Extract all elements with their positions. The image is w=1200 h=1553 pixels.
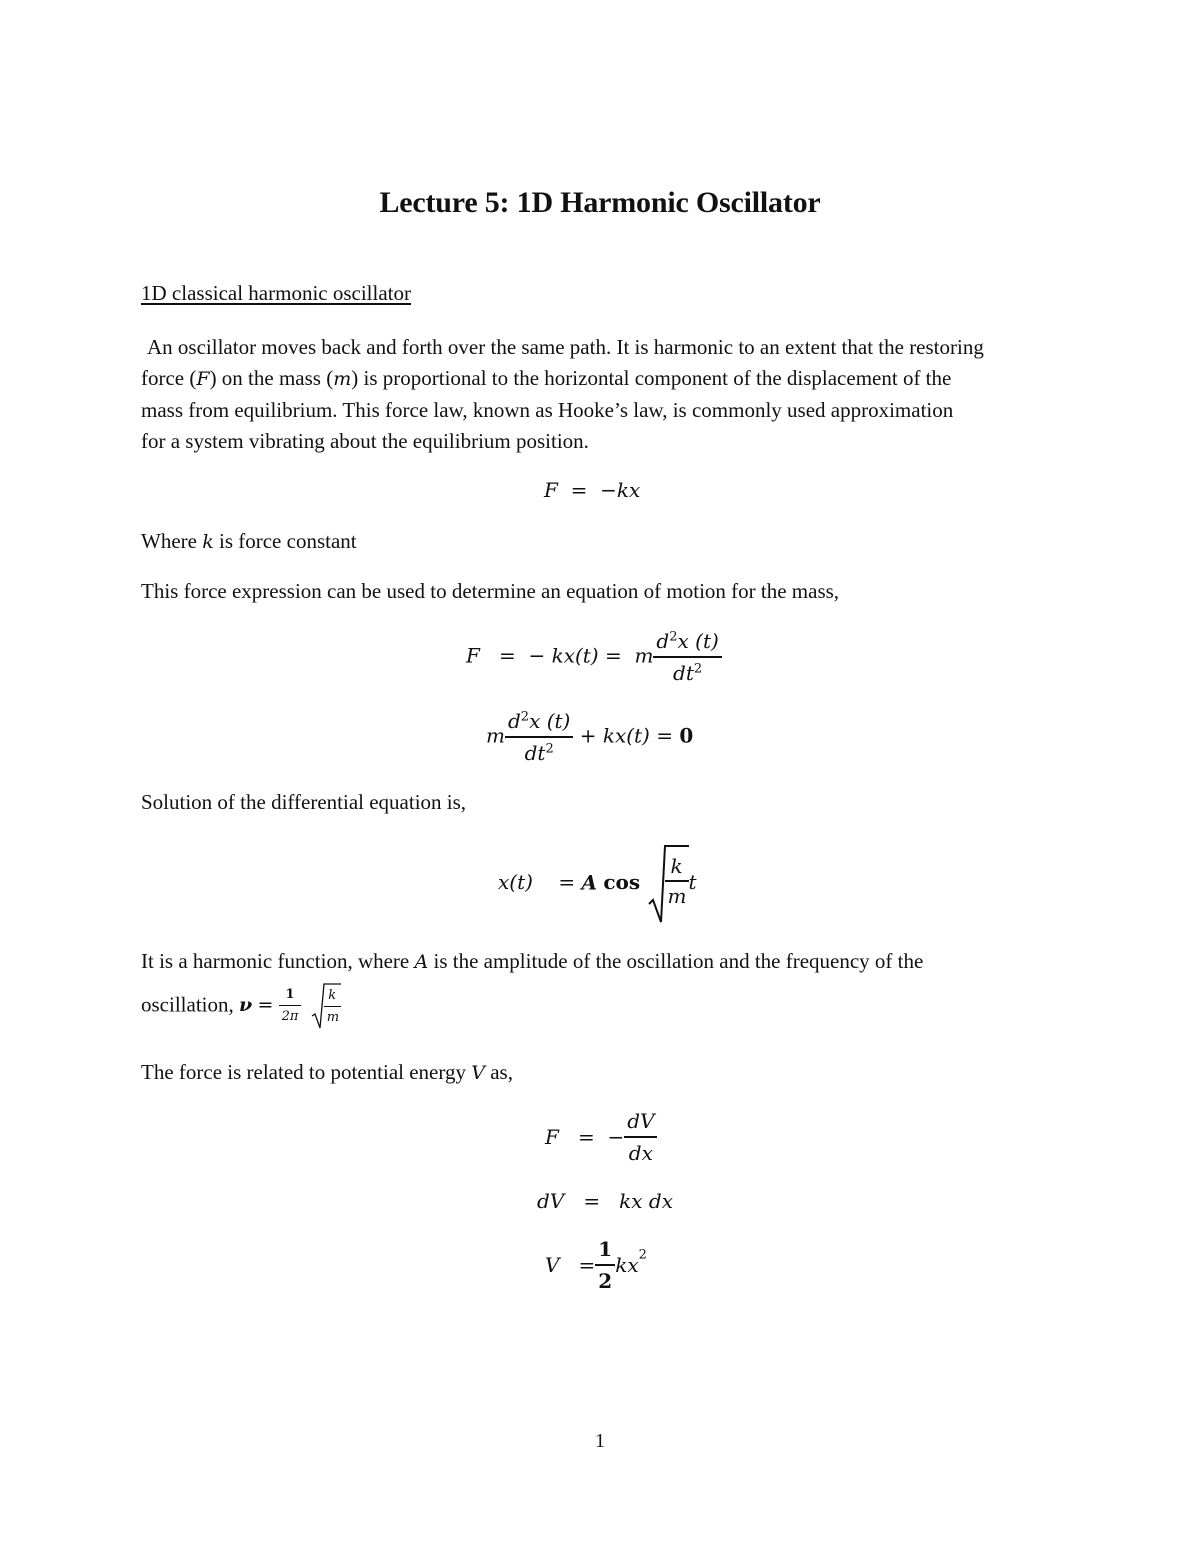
- equation-hookes-law: [544, 478, 640, 502]
- eq-equals: =: [570, 478, 588, 502]
- eq-equals: =: [558, 870, 582, 894]
- potential-text: [141, 1060, 513, 1085]
- text: Where: [141, 529, 203, 553]
- text: is force constant: [213, 529, 357, 553]
- equation-of-motion: [466, 628, 722, 686]
- eq-rhs: kx: [615, 1253, 639, 1277]
- sup: 2: [545, 741, 554, 757]
- eq-lhs: F: [544, 478, 558, 502]
- eq-rhs: kx dx: [619, 1189, 674, 1213]
- math-k: k: [202, 531, 214, 553]
- equation-dV: [537, 1189, 673, 1213]
- equation-potential: [545, 1236, 647, 1294]
- frac-num: k: [670, 854, 683, 878]
- frac-num: 1: [285, 986, 295, 1002]
- cos-function: cos: [603, 870, 641, 894]
- frac-num: d: [507, 709, 521, 733]
- one-half: [595, 1236, 615, 1294]
- eq-rest: + kx(t) =: [579, 723, 680, 748]
- intro-paragraph: [141, 332, 1059, 457]
- text: The force is related to potential energy: [141, 1060, 472, 1084]
- text: as,: [484, 1060, 513, 1084]
- eq-rhs: −kx: [600, 478, 641, 502]
- dV-over-dx: [624, 1108, 657, 1166]
- eq-equals: =: [583, 1189, 601, 1213]
- frac-den: 2π: [281, 1008, 299, 1024]
- eq-lhs: F: [466, 643, 480, 668]
- math-A: A: [414, 951, 429, 973]
- eq-zero: 0: [679, 723, 694, 748]
- frac-num: k: [328, 988, 337, 1003]
- text: It is a harmonic function, where: [141, 949, 415, 973]
- where-k-text: [141, 529, 357, 554]
- frac-den: dt: [524, 741, 546, 765]
- frequency-line: [141, 980, 341, 1036]
- frac-den: 2: [598, 1269, 613, 1293]
- intro-line-1: An oscillator moves back and forth over the same path. It is harmonic to an extent that the restoring: [147, 335, 984, 359]
- sqrt-k-over-m: [647, 840, 689, 924]
- frac-num: dV: [627, 1109, 655, 1133]
- eq-equals: =: [578, 1253, 596, 1277]
- k-over-m-fraction: [324, 987, 341, 1026]
- sqrt-k-over-m-small: [311, 980, 341, 1030]
- frac-num-rest: x (t): [677, 629, 719, 653]
- math-F: F: [196, 368, 210, 390]
- eq-equals: =: [498, 643, 516, 668]
- intro-text: force (: [141, 366, 197, 390]
- eq-mass: m: [486, 723, 505, 748]
- one-over-2pi: [279, 986, 302, 1025]
- solution-text: Solution of the differential equation is,: [141, 790, 467, 814]
- equation-force-potential: [545, 1108, 657, 1166]
- eq-lhs: V: [545, 1253, 560, 1277]
- frac-num: 1: [598, 1237, 613, 1261]
- minus-sign: −: [607, 1125, 625, 1149]
- derivative-fraction: [505, 708, 573, 766]
- sup: 2: [638, 1247, 647, 1263]
- eq-lhs: F: [545, 1125, 559, 1149]
- time-t: t: [688, 870, 697, 894]
- amplitude-A: A: [581, 870, 598, 894]
- intro-line-3: mass from equilibrium. This force law, known as Hooke’s law, is commonly used approximation: [141, 398, 954, 422]
- math-nu: ν: [239, 994, 253, 1016]
- eq-lhs: x(t): [498, 870, 533, 894]
- frac-den: dt: [673, 661, 694, 685]
- eq-equals: =: [257, 994, 274, 1016]
- sup: 2: [669, 629, 678, 645]
- page-number: 1: [595, 1430, 605, 1452]
- intro-text: ) is proportional to the horizontal component of the displacement of the: [351, 366, 952, 390]
- intro-line-4: for a system vibrating about the equilibrium position.: [141, 429, 589, 453]
- eq-equals: =: [577, 1125, 595, 1149]
- harmonic-paragraph: [141, 946, 1059, 978]
- frac-den: dx: [628, 1141, 653, 1165]
- sup: 2: [520, 709, 530, 725]
- derivative-fraction: [653, 628, 721, 686]
- frac-num: d: [656, 629, 670, 653]
- math-V: V: [471, 1062, 485, 1084]
- k-over-m-fraction: [665, 854, 689, 908]
- intro-text: ) on the mass (: [209, 366, 334, 390]
- page-title: Lecture 5: 1D Harmonic Oscillator: [379, 186, 821, 219]
- text: is the amplitude of the oscillation and the frequency of the: [428, 949, 924, 973]
- text: oscillation,: [141, 992, 239, 1017]
- sup: 2: [693, 661, 703, 677]
- frac-den: m: [667, 884, 687, 908]
- section-heading: 1D classical harmonic oscillator: [141, 281, 411, 305]
- motion-text: This force expression can be used to determine an equation of motion for the mass,: [141, 579, 840, 603]
- intro-line-2: [141, 363, 1059, 395]
- frac-num-rest: x (t): [529, 709, 571, 733]
- frac-den: m: [326, 1010, 340, 1025]
- eq-mass: m: [634, 643, 654, 668]
- equation-solution: [498, 840, 697, 924]
- harmonic-line-1: [141, 946, 1059, 978]
- eq-lhs: dV: [537, 1189, 565, 1213]
- math-m: m: [333, 368, 352, 390]
- eq-middle: − kx(t) =: [528, 643, 622, 668]
- equation-differential: [486, 708, 693, 766]
